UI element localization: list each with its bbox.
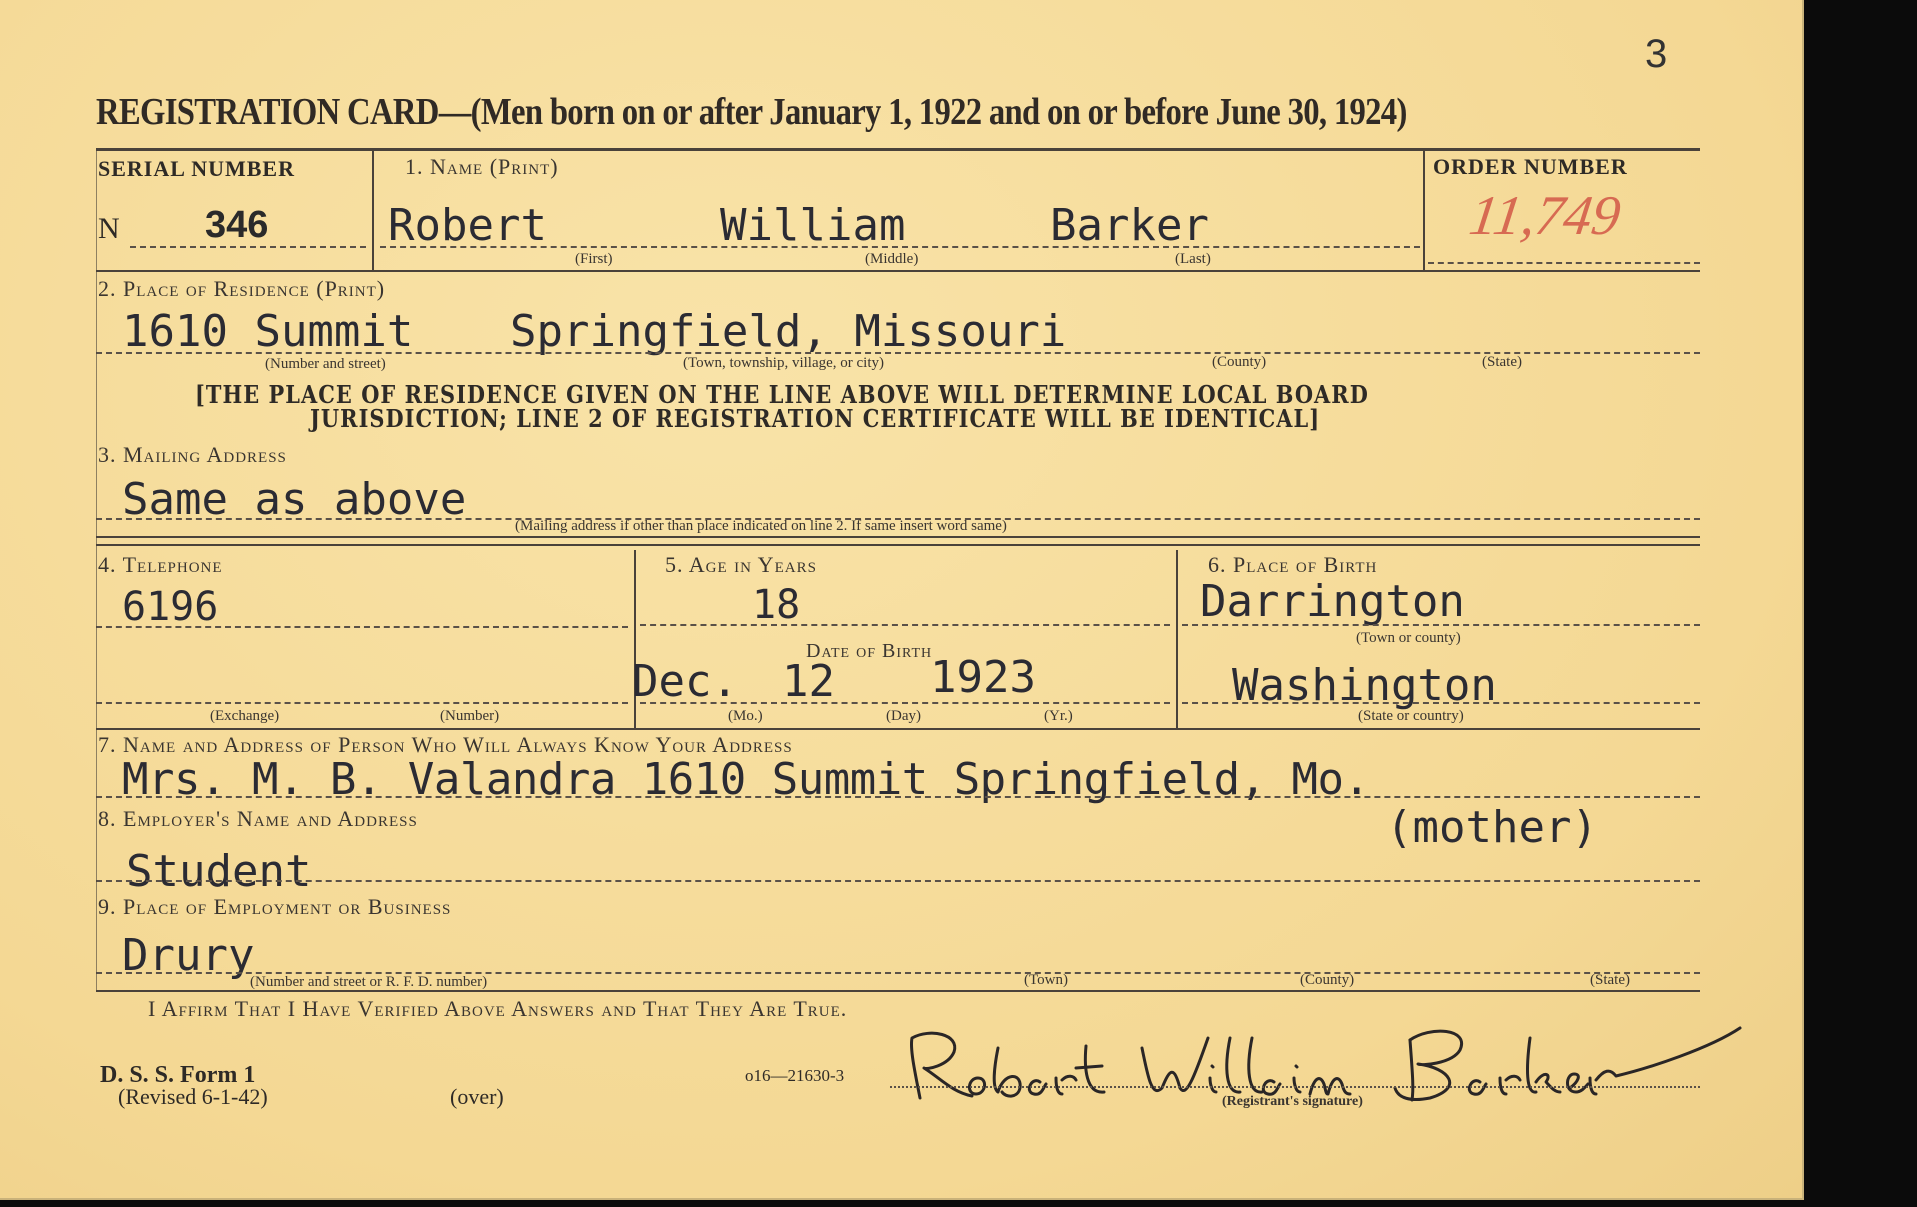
birthplace-label: 6. Place of Birth [1208,552,1378,577]
card-frame-left [96,148,97,990]
name-label: 1. Name (Print) [405,154,559,179]
serial-line [130,246,366,248]
name-middle: William [720,200,906,251]
dob-day: 12 [782,656,835,707]
employment-county-caption: (County) [1300,972,1355,988]
residence-town: Springfield, Missouri [510,306,1067,357]
telephone-exchange-caption: (Exchange) [210,708,280,724]
form-revised: (Revised 6-1-42) [118,1084,268,1109]
employment-value: Drury [122,930,255,981]
over-text: (over) [450,1084,504,1109]
order-divider [1423,150,1425,270]
employment-state-caption: (State) [1590,972,1630,988]
dob-year: 1923 [930,652,1036,703]
employment-town-caption: (Town) [1024,972,1068,988]
birthplace-town: Darrington [1200,576,1465,627]
mailing-caption: (Mailing address if other than place indicated on line 2. If same insert word same) [515,518,1007,534]
name-last: Barker [1050,200,1209,251]
name-line [380,246,1420,248]
age-label: 5. Age in Years [665,552,817,577]
mailing-label: 3. Mailing Address [98,442,287,467]
signature-caption: (Registrant's signature) [1222,1094,1363,1109]
row3-rule [96,536,1700,538]
card-title: REGISTRATION CARD—(Men born on or after January 1, 1922 and on or before June 30, 1924) [96,91,1407,133]
residence-state-caption: (State) [1482,354,1522,370]
residence-line [96,352,1700,354]
print-code: o16—21630-3 [745,1066,845,1085]
employment-street-caption: (Number and street or R. F. D. number) [250,974,488,990]
dob-label: Date of Birth [806,640,933,662]
residence-label: 2. Place of Residence (Print) [98,276,386,301]
order-value: 11,749 [1465,185,1625,247]
row9-rule [96,990,1700,992]
telephone-line [96,626,628,628]
birthplace-town-line [1182,624,1700,626]
telephone-line-2 [96,702,628,704]
form-id: D. S. S. Form 1 [100,1062,256,1088]
birthplace-state: Washington [1232,660,1497,711]
employer-label: 8. Employer's Name and Address [98,806,418,831]
affirmation-text: I Affirm That I Have Verified Above Answers and That They Are True. [148,996,848,1021]
residence-street-caption: (Number and street) [265,356,386,372]
dob-day-caption: (Day) [886,708,921,724]
residence-notice-1: [THE PLACE OF RESIDENCE GIVEN ON THE LINE ABOVE WILL DETERMINE LOCAL BOARD [195,380,1369,409]
birthplace-state-line [1182,702,1700,704]
name-first: Robert [388,200,547,251]
telephone-label: 4. Telephone [98,552,223,577]
contact-label: 7. Name and Address of Person Who Will Always Know Your Address [98,732,793,757]
mailing-value: Same as above [122,474,467,525]
dob-yr-caption: (Yr.) [1044,708,1073,724]
birthplace-state-caption: (State or country) [1358,708,1464,724]
serial-label: SERIAL NUMBER [98,156,295,181]
name-first-caption: (First) [575,251,613,267]
order-label: ORDER NUMBER [1433,154,1628,179]
contact-relation: (mother) [1386,802,1598,853]
signature-line [890,1086,1700,1088]
row4-rule [96,728,1700,730]
employer-value: Student [126,846,312,897]
birthplace-town-caption: (Town or county) [1356,630,1461,646]
contact-value: Mrs. M. B. Valandra 1610 Summit Springfield, Mo. [122,754,1370,805]
age-line [640,624,1170,626]
order-line [1428,262,1700,264]
top-rule [96,148,1700,151]
serial-value: 346 [205,204,269,246]
residence-county-caption: (County) [1212,354,1267,370]
row3-rule-b [96,544,1700,546]
residence-notice-2: JURISDICTION; LINE 2 OF REGISTRATION CERTIFICATE WILL BE IDENTICAL] [310,404,1321,433]
residence-street: 1610 Summit [122,306,414,357]
name-last-caption: (Last) [1175,251,1211,267]
age-value: 18 [752,582,801,628]
employer-line [96,880,1700,882]
page-number: 3 [1645,32,1668,76]
dob-month: Dec. [632,656,738,707]
dob-line [640,702,1170,704]
serial-prefix: N [98,212,120,245]
dob-mo-caption: (Mo.) [728,708,763,724]
telephone-number-caption: (Number) [440,708,500,724]
row1-rule [96,270,1700,272]
name-middle-caption: (Middle) [865,251,919,267]
age-divider [1176,550,1178,728]
telephone-value: 6196 [122,584,219,630]
serial-divider [372,150,374,270]
residence-town-caption: (Town, township, village, or city) [683,355,884,371]
contact-line [96,796,1700,798]
employment-label: 9. Place of Employment or Business [98,894,452,919]
